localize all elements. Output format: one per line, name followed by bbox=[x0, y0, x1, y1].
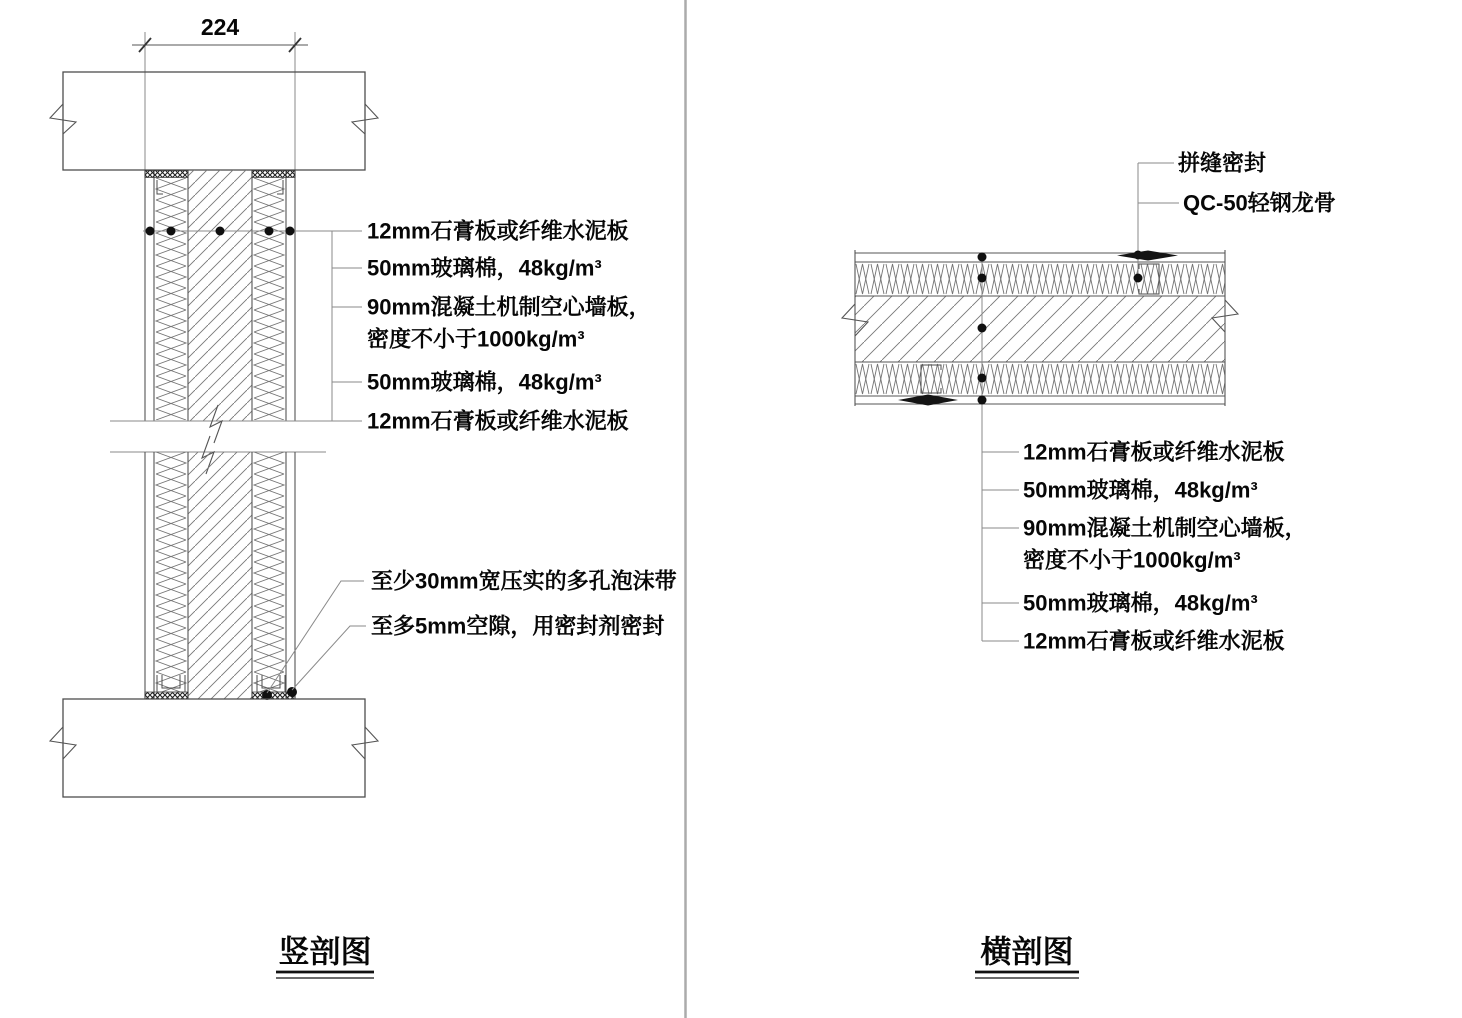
layer-label-wool-top: 50mm玻璃棉，48kg/m³ bbox=[1023, 477, 1258, 503]
glass-wool-layer bbox=[252, 178, 286, 420]
layer-label-gypsum-top: 12mm石膏板或纤维水泥板 bbox=[1023, 439, 1285, 465]
layer-label-concrete-2: 密度不小于1000kg/m³ bbox=[367, 326, 585, 352]
leader-sealant-gap bbox=[292, 626, 366, 690]
bottom-concrete-slab bbox=[50, 699, 378, 797]
keel-dot bbox=[1134, 274, 1143, 283]
wall-lower-section bbox=[145, 452, 297, 700]
layer-label-wool-bottom: 50mm玻璃棉，48kg/m³ bbox=[1023, 590, 1258, 616]
horizontal-section-diagram bbox=[842, 151, 1336, 979]
dimension-224 bbox=[132, 14, 308, 170]
concrete-core-layer bbox=[188, 170, 252, 421]
vertical-section-diagram bbox=[50, 14, 677, 978]
glass-wool-layer bbox=[855, 362, 1225, 396]
top-seal-strip bbox=[145, 171, 188, 178]
concrete-core-layer bbox=[188, 452, 252, 699]
seam-sealant-mark-top bbox=[1117, 251, 1178, 261]
layer-label-gypsum-top: 12mm石膏板或纤维水泥板 bbox=[367, 218, 629, 244]
dimension-value: 224 bbox=[200, 14, 240, 40]
right-bottom-callouts bbox=[982, 440, 1307, 654]
seam-seal-label: 拼缝密封 bbox=[1178, 150, 1267, 176]
right-diagram-title: 横剖图 bbox=[980, 934, 1074, 970]
bottom-seal-strip bbox=[145, 692, 188, 699]
glass-wool-layer bbox=[154, 452, 188, 692]
layer-label-concrete-1: 90mm混凝土机制空心墙板， bbox=[367, 294, 651, 320]
layer-label-wool-bottom: 50mm玻璃棉，48kg/m³ bbox=[367, 369, 602, 395]
layer-label-gypsum-bottom: 12mm石膏板或纤维水泥板 bbox=[367, 408, 629, 434]
right-title-block bbox=[975, 935, 1079, 979]
layer-label-concrete-2: 密度不小于1000kg/m³ bbox=[1023, 547, 1241, 573]
wall-upper-section bbox=[143, 170, 362, 421]
top-seal-strip bbox=[252, 171, 295, 178]
left-callouts bbox=[267, 219, 677, 694]
top-slab-body bbox=[63, 72, 365, 170]
concrete-core-layer bbox=[855, 296, 1225, 362]
sealant-gap-dot bbox=[287, 687, 297, 697]
right-top-callouts bbox=[1138, 151, 1336, 216]
layer-label-gypsum-bottom: 12mm石膏板或纤维水泥板 bbox=[1023, 628, 1285, 654]
left-diagram-title: 竖剖图 bbox=[278, 934, 372, 970]
glass-wool-layer bbox=[855, 262, 1225, 296]
bottom-slab-body bbox=[63, 699, 365, 797]
layer-label-wool-top: 50mm玻璃棉，48kg/m³ bbox=[367, 255, 602, 281]
glass-wool-layer bbox=[154, 178, 188, 420]
layer-label-concrete-1: 90mm混凝土机制空心墙板， bbox=[1023, 515, 1307, 541]
top-concrete-slab bbox=[50, 72, 378, 170]
left-title-block bbox=[276, 935, 374, 979]
foam-strip-label: 至少30mm宽压实的多孔泡沫带 bbox=[371, 568, 677, 594]
glass-wool-layer bbox=[252, 452, 286, 692]
keel-label: QC-50轻钢龙骨 bbox=[1183, 190, 1336, 216]
fastener-dots-row bbox=[146, 227, 295, 236]
sealant-gap-label: 至多5mm空隙，用密封剂密封 bbox=[371, 613, 665, 639]
